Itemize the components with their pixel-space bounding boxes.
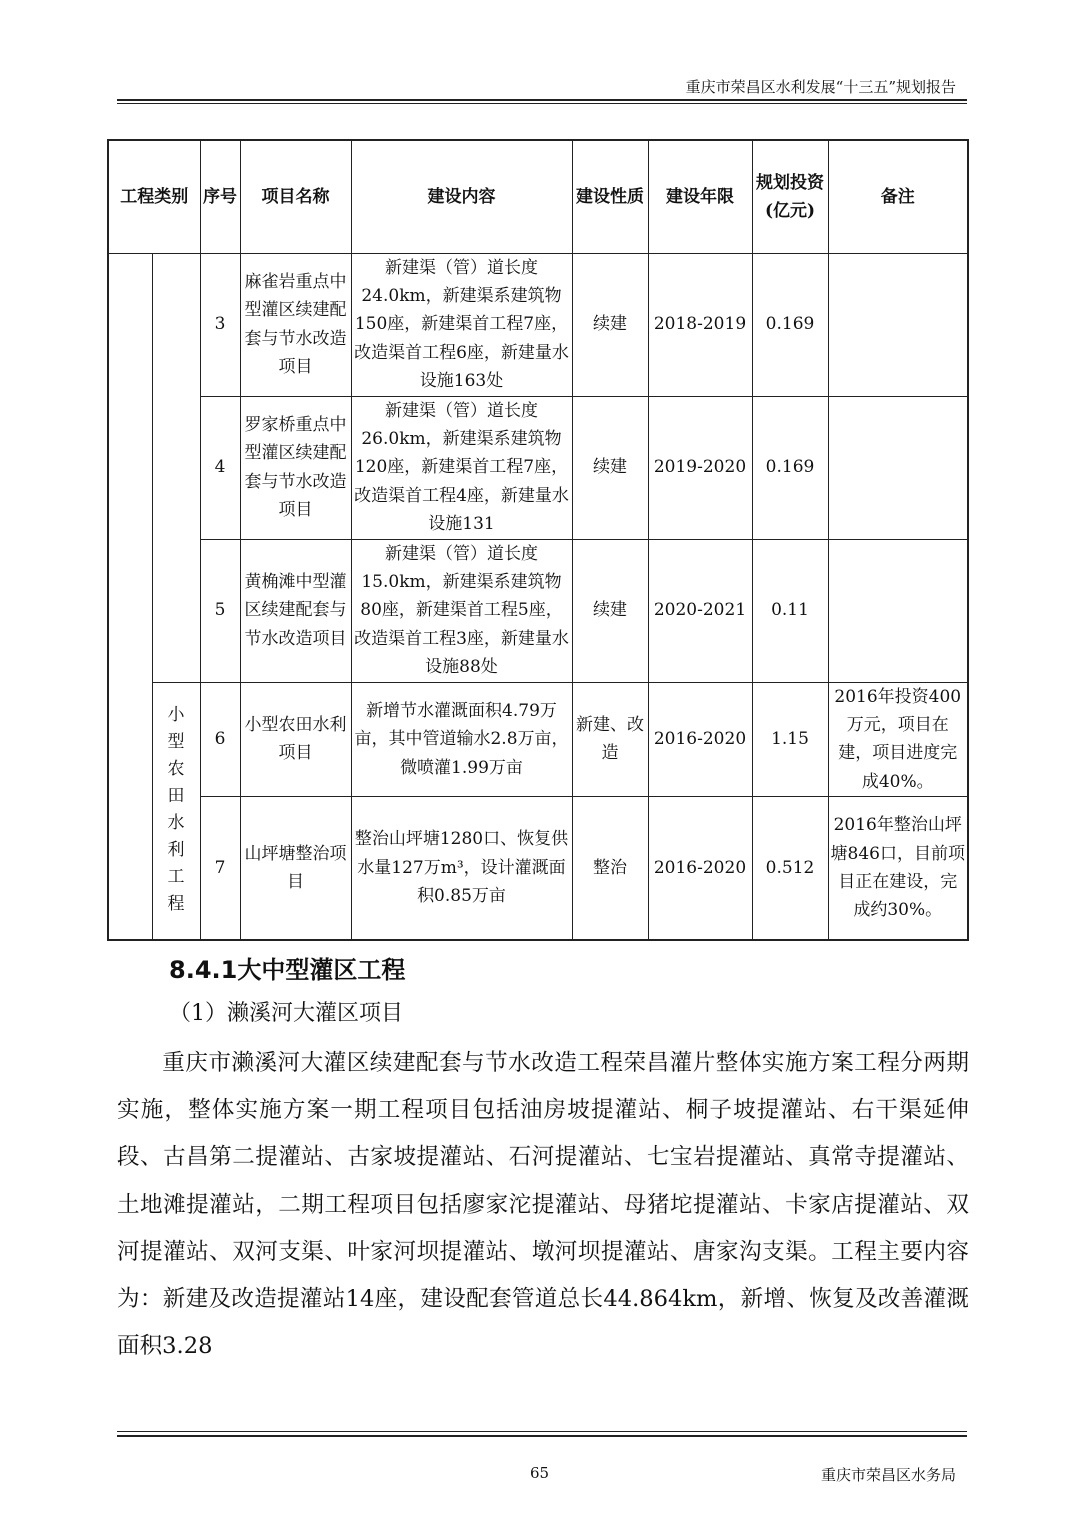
cell-note <box>828 253 968 396</box>
cell-name: 黄桷滩中型灌区续建配套与节水改造项目 <box>240 539 351 682</box>
header-rule-thin <box>117 103 967 104</box>
project-table <box>107 139 969 941</box>
cell-content: 新建渠（管）道长度24.0km，新建渠系建筑物150座，新建渠首工程7座，改造渠首工程6座，新建量水设施163处 <box>351 253 572 396</box>
category-cell-small <box>152 682 200 940</box>
table-row <box>108 682 968 797</box>
table-row <box>108 396 968 539</box>
cell-years: 2020-2021 <box>648 539 752 682</box>
cell-note <box>828 396 968 539</box>
col-header-no: 序号 <box>200 140 240 253</box>
cell-content: 新增节水灌溉面积4.79万亩，其中管道输水2.8万亩，微喷灌1.99万亩 <box>351 682 572 797</box>
table-row <box>108 797 968 940</box>
cell-years: 2018-2019 <box>648 253 752 396</box>
cell-no: 5 <box>200 539 240 682</box>
cell-note <box>828 539 968 682</box>
cell-name: 罗家桥重点中型灌区续建配套与节水改造项目 <box>240 396 351 539</box>
col-header-name: 项目名称 <box>240 140 351 253</box>
subsection-heading: （1）濑溪河大灌区项目 <box>169 1001 403 1026</box>
category-cell-inner <box>152 253 200 682</box>
cell-investment: 0.11 <box>752 539 828 682</box>
category-label-small: 小型农田水利工程 <box>167 705 185 915</box>
cell-name: 麻雀岩重点中型灌区续建配套与节水改造项目 <box>240 253 351 396</box>
cell-no: 7 <box>200 797 240 940</box>
header-rule-thick <box>117 99 967 101</box>
cell-name: 小型农田水利项目 <box>240 682 351 797</box>
col-header-content: 建设内容 <box>351 140 572 253</box>
section-heading: 8.4.1大中型灌区工程 <box>169 956 406 984</box>
footer-rule-thin <box>117 1431 967 1432</box>
cell-no: 4 <box>200 396 240 539</box>
cell-no: 3 <box>200 253 240 396</box>
cell-content: 整治山坪塘1280口、恢复供水量127万m³，设计灌溉面积0.85万亩 <box>351 797 572 940</box>
cell-years: 2019-2020 <box>648 396 752 539</box>
page-number: 65 <box>530 1464 550 1482</box>
category-cell-outer <box>108 253 152 940</box>
col-header-category: 工程类别 <box>108 140 200 253</box>
footer-org: 重庆市荣昌区水务局 <box>820 1466 956 1484</box>
col-header-note: 备注 <box>828 140 968 253</box>
cell-investment: 0.169 <box>752 253 828 396</box>
cell-note: 2016年整治山坪塘846口，目前项目正在建设，完成约30%。 <box>828 797 968 940</box>
col-header-nature: 建设性质 <box>572 140 648 253</box>
cell-name: 山坪塘整治项目 <box>240 797 351 940</box>
table-header-row <box>108 140 968 253</box>
cell-nature: 整治 <box>572 797 648 940</box>
cell-investment: 0.169 <box>752 396 828 539</box>
cell-years: 2016-2020 <box>648 797 752 940</box>
cell-nature: 续建 <box>572 539 648 682</box>
cell-note: 2016年投资400万元，项目在建，项目进度完成40%。 <box>828 682 968 797</box>
cell-nature: 续建 <box>572 396 648 539</box>
cell-content: 新建渠（管）道长度26.0km，新建渠系建筑物120座，新建渠首工程7座，改造渠首工程4座，新建量水设施131 <box>351 396 572 539</box>
header-title: 重庆市荣昌区水利发展“十三五”规划报告 <box>685 78 956 96</box>
cell-nature: 续建 <box>572 253 648 396</box>
table-row <box>108 539 968 682</box>
cell-investment: 1.15 <box>752 682 828 797</box>
cell-investment: 0.512 <box>752 797 828 940</box>
cell-years: 2016-2020 <box>648 682 752 797</box>
table-row <box>108 253 968 396</box>
body-paragraph: 重庆市濑溪河大灌区续建配套与节水改造工程荣昌灌片整体实施方案工程分两期实施，整体实施方案一期工程项目包括油房坡提灌站、桐子坡提灌站、右干渠延伸段、古昌第二提灌站、古家坡提灌站、石河提灌站、七宝岩提灌站、真常寺提灌站、土地滩提灌站，二期工程项目包括廖家沱提灌站、母猪坨提灌站、卡家店提灌站、双河提灌站、双河支渠、叶家河坝提灌站、墩河坝提灌站、唐家沟支渠。工程主要内容为：新建及改造提灌站14座，建设配套管道总长44.864km，新增、恢复及改善灌溉面积3.28 <box>117 1050 969 1360</box>
col-header-years: 建设年限 <box>648 140 752 253</box>
footer-rule-thick <box>117 1435 967 1437</box>
cell-no: 6 <box>200 682 240 797</box>
cell-content: 新建渠（管）道长度15.0km，新建渠系建筑物80座，新建渠首工程5座，改造渠首工程3座，新建量水设施88处 <box>351 539 572 682</box>
cell-nature: 新建、改造 <box>572 682 648 797</box>
col-header-investment: 规划投资(亿元) <box>752 140 828 253</box>
